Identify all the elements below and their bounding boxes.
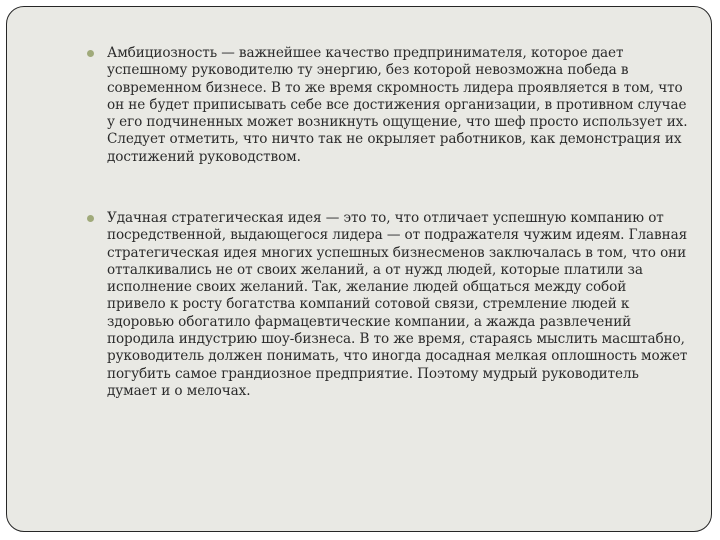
bullet-dot-icon (87, 50, 94, 57)
bullet-item (107, 45, 689, 166)
bullet-text: Амбициозность — важнейшее качество предпринимателя, которое дает успешному руководителю ту энергию, без которой невозможна победа в современном бизнесе. В то же время скромность лидера проявляется в том, что он не будет приписывать себе все достижения организации, в противном случае у его подчиненных может возникнуть ощущение, что шеф просто использует их. Следует отметить, что ничто так не окрыляет работников, как демонстрация их достижений руководством. (107, 45, 688, 165)
slide-frame (6, 6, 712, 532)
bullet-list (7, 7, 711, 531)
bullet-item (107, 210, 689, 400)
bullet-text: Удачная стратегическая идея — это то, что отличает успешную компанию от посредственной, выдающегося лидера — от подражателя чужим идеям. Главная стратегическая идея многих успешных бизнесменов заключалась в том, что они отталкивались не от своих желаний, а от нужд людей, которые платили за исполнение своих желаний. Так, желание людей общаться между собой привело к росту богатства компаний сотовой связи, стремление людей к здоровью обогатило фармацевтические компании, а жажда развлечений породила индустрию шоу-бизнеса. В то же время, стараясь мыслить масштабно, руководитель должен понимать, что иногда досадная мелкая оплошность может погубить самое грандиозное предприятие. Поэтому мудрый руководитель думает и о мелочах. (107, 210, 688, 399)
bullet-dot-icon (87, 215, 94, 222)
